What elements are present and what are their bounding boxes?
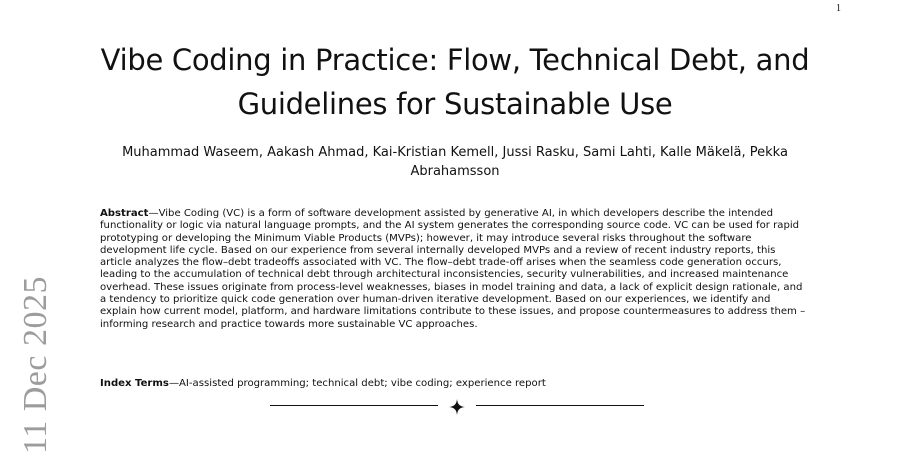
index-terms-label: Index Terms [100, 378, 169, 389]
abstract [100, 208, 810, 331]
divider-line-right [476, 405, 644, 406]
page-number: 1 [836, 3, 841, 14]
divider-line-left [270, 405, 438, 406]
arxiv-side-date: 11 Dec 2025 [17, 276, 54, 454]
author-list: Muhammad Waseem, Aakash Ahmad, Kai-Kristian Kemell, Jussi Rasku, Sami Lahti, Kalle Mäkelä, Pekka Abrahamsson [122, 145, 788, 179]
paper-title: Vibe Coding in Practice: Flow, Technical Debt, and Guidelines for Sustainable Use [100, 43, 810, 121]
index-terms [100, 378, 810, 390]
abstract-label: Abstract [100, 208, 149, 219]
abstract-text: —Vibe Coding (VC) is a form of software development assisted by generative AI, in which developers describe the intended functionality or logic via natural language prompts, and the AI system generates the corresponding source code. VC can be used for rapid prototyping or developing the Minimum Viable Products (MVPs); however, it may introduce several risks throughout the software development life cycle. Based on our experience from several internally developed MVPs and a review of recent industry reports, this article analyzes the flow–debt tradeoffs associated with VC. The flow–debt trade-off arises when the seamless code generation occurs, leading to the accumulation of technical debt through architectural inconsistencies, security vulnerabilities, and increased maintenance overhead. These issues originate from process-level weaknesses, biases in model training and data, a lack of explicit design rationale, and a tendency to prioritize quick code generation over human-driven iterative development. Based on our experiences, we identify and explain how current model, platform, and hardware limitations contribute to these issues, and propose countermeasures to address them – informing research and practice towards more sustainable VC approaches. [100, 208, 806, 330]
four-point-star-icon [449, 399, 465, 415]
index-terms-text: —AI-assisted programming; technical debt; vibe coding; experience report [168, 378, 546, 389]
section-divider [270, 397, 644, 415]
